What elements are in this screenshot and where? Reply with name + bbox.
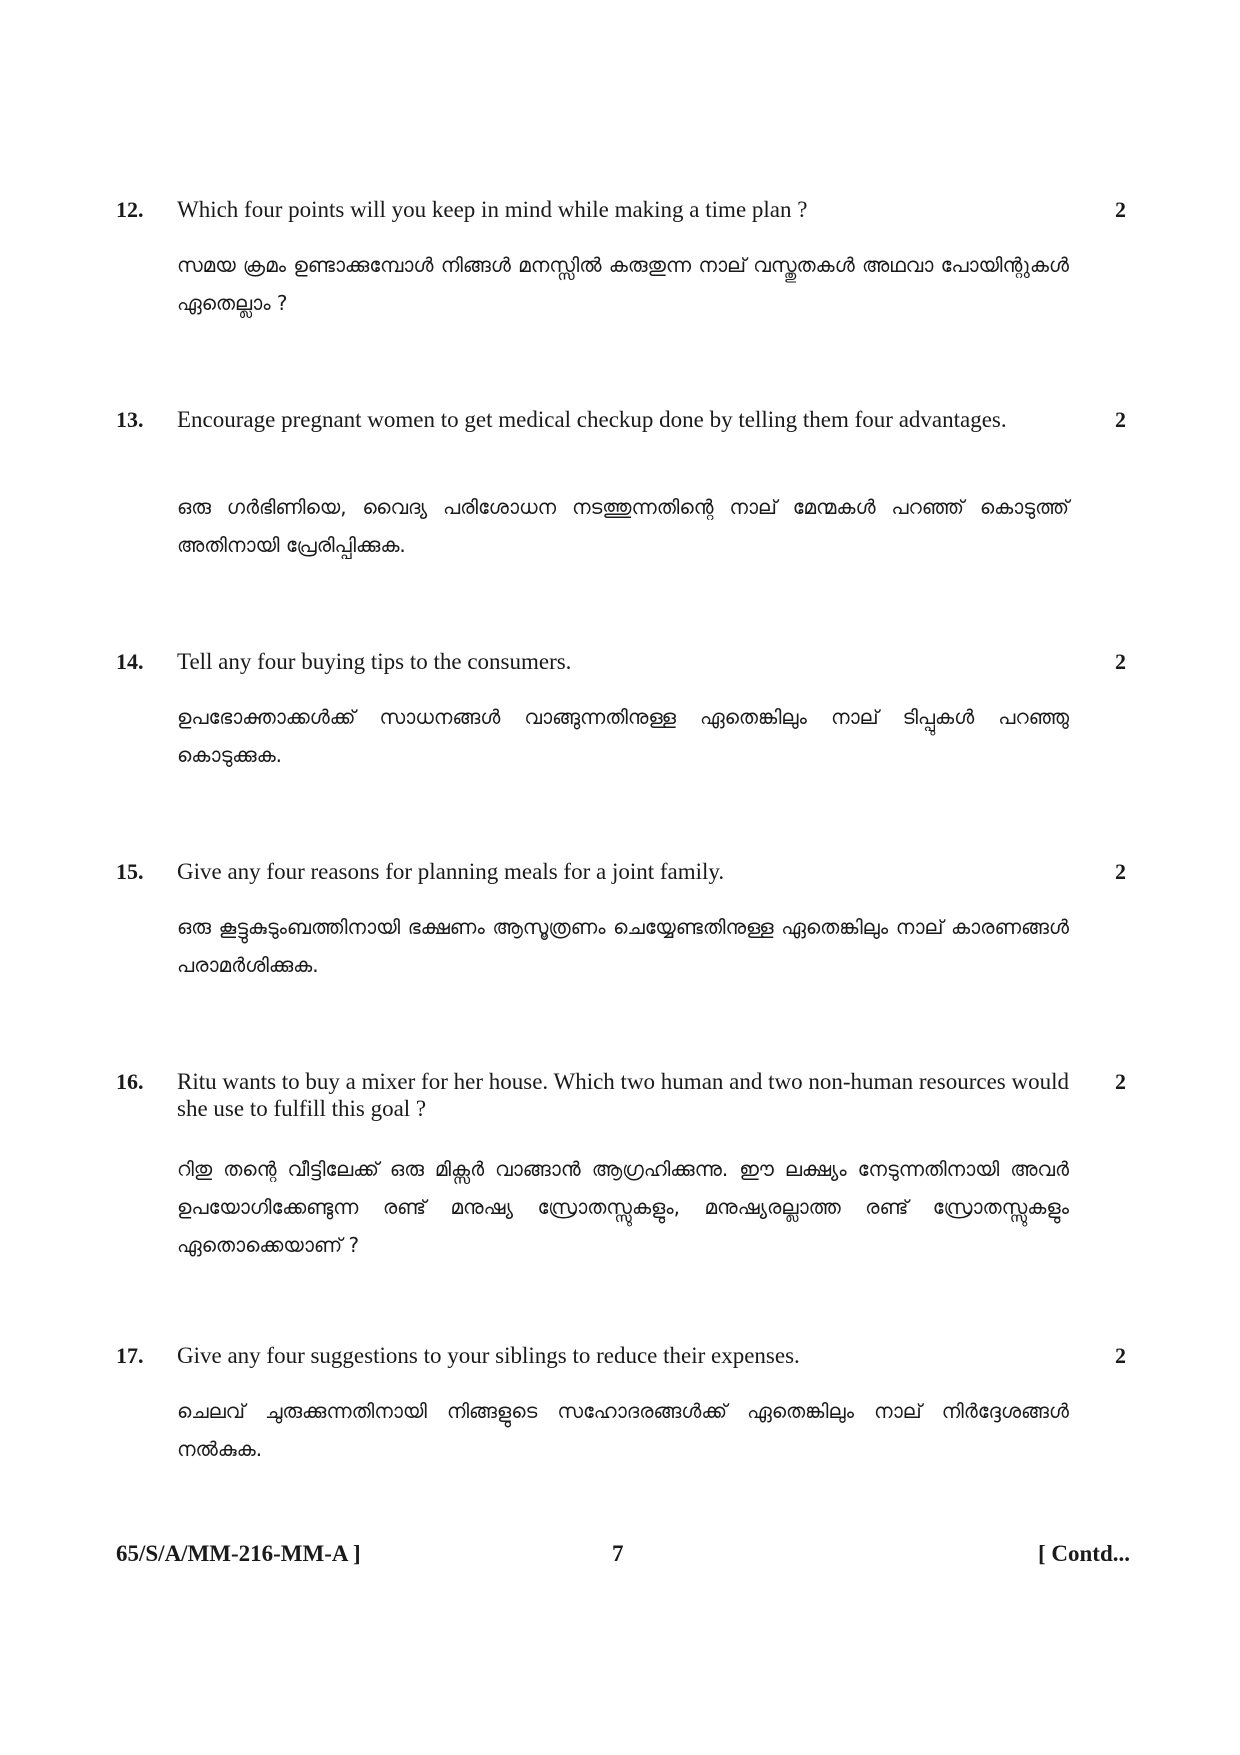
question-number: 13.: [116, 407, 144, 432]
continued-label: [ Contd...: [1037, 1541, 1130, 1566]
question-marks: 2: [1115, 859, 1126, 884]
question-marks: 2: [1115, 1069, 1126, 1094]
question-text-malayalam: ഒരു കൂട്ടുകുടുംബത്തിനായി ഭക്ഷണം ആസൂത്രണം ചെയ്യേണ്ടതിനുള്ള ഏതെങ്കിലും നാല് കാരണങ്ങൾ പരാമർശിക്കുക.: [177, 915, 1069, 977]
question-text-malayalam: സമയ ക്രമം ഉണ്ടാക്കുമ്പോൾ നിങ്ങൾ മനസ്സിൽ കരുതുന്ന നാല് വസ്തുതകൾ അഥവാ പോയിന്റുകൾ ഏതെല്ലാം ?: [177, 253, 1069, 315]
question-number: 16.: [116, 1069, 144, 1094]
question-text-malayalam: ഒരു ഗർഭിണിയെ, വൈദ്യ പരിശോധന നടത്തുന്നതിന്റെ നാല് മേന്മകൾ പറഞ്ഞ് കൊടുത്ത് അതിനായി പ്രേരിപ്പിക്കുക.: [177, 495, 1069, 557]
question-text-malayalam: ചെലവ് ചുരുക്കുന്നതിനായി നിങ്ങളുടെ സഹോദരങ്ങൾക്ക് ഏതെങ്കിലും നാല് നിർദ്ദേശങ്ങൾ നൽകുക.: [177, 1399, 1069, 1461]
page-number: 7: [612, 1541, 624, 1566]
question-text-english: Encourage pregnant women to get medical checkup done by telling them four advantages.: [177, 407, 1007, 432]
question-text-english: Ritu wants to buy a mixer for her house. Which two human and two non-human resources would she use to fulfill this goal ?: [177, 1069, 1069, 1121]
question-text-malayalam: റിതു തന്റെ വീട്ടിലേക്ക് ഒരു മിക്സർ വാങ്ങാൻ ആഗ്രഹിക്കുന്നു. ഈ ലക്ഷ്യം നേടുന്നതിനായി അവർ ഉപയോഗിക്കേണ്ടുന്ന രണ്ട് മനുഷ്യ സ്രോതസ്സുകളും, മനുഷ്യരല്ലാത്ത രണ്ട് സ്രോതസ്സുകളും ഏതൊക്കെയാണ് ?: [177, 1157, 1069, 1257]
question-number: 14.: [116, 649, 144, 674]
question-text-malayalam: ഉപഭോക്താക്കൾക്ക് സാധനങ്ങൾ വാങ്ങുന്നതിനുള്ള ഏതെങ്കിലും നാല് ടിപ്പുകൾ പറഞ്ഞു കൊടുക്കുക.: [177, 705, 1069, 767]
question-text-english: Tell any four buying tips to the consumers.: [177, 649, 572, 674]
question-text-english: Give any four reasons for planning meals for a joint family.: [177, 859, 725, 884]
question-number: 15.: [116, 859, 144, 884]
question-marks: 2: [1115, 649, 1126, 674]
question-number: 12.: [116, 197, 144, 222]
question-number: 17.: [116, 1343, 144, 1368]
question-marks: 2: [1115, 1343, 1126, 1368]
question-text-english: Which four points will you keep in mind while making a time plan ?: [177, 197, 808, 222]
question-marks: 2: [1115, 197, 1126, 222]
question-marks: 2: [1115, 407, 1126, 432]
question-text-english: Give any four suggestions to your siblings to reduce their expenses.: [177, 1343, 800, 1368]
paper-code: 65/S/A/MM-216-MM-A ]: [116, 1541, 361, 1566]
